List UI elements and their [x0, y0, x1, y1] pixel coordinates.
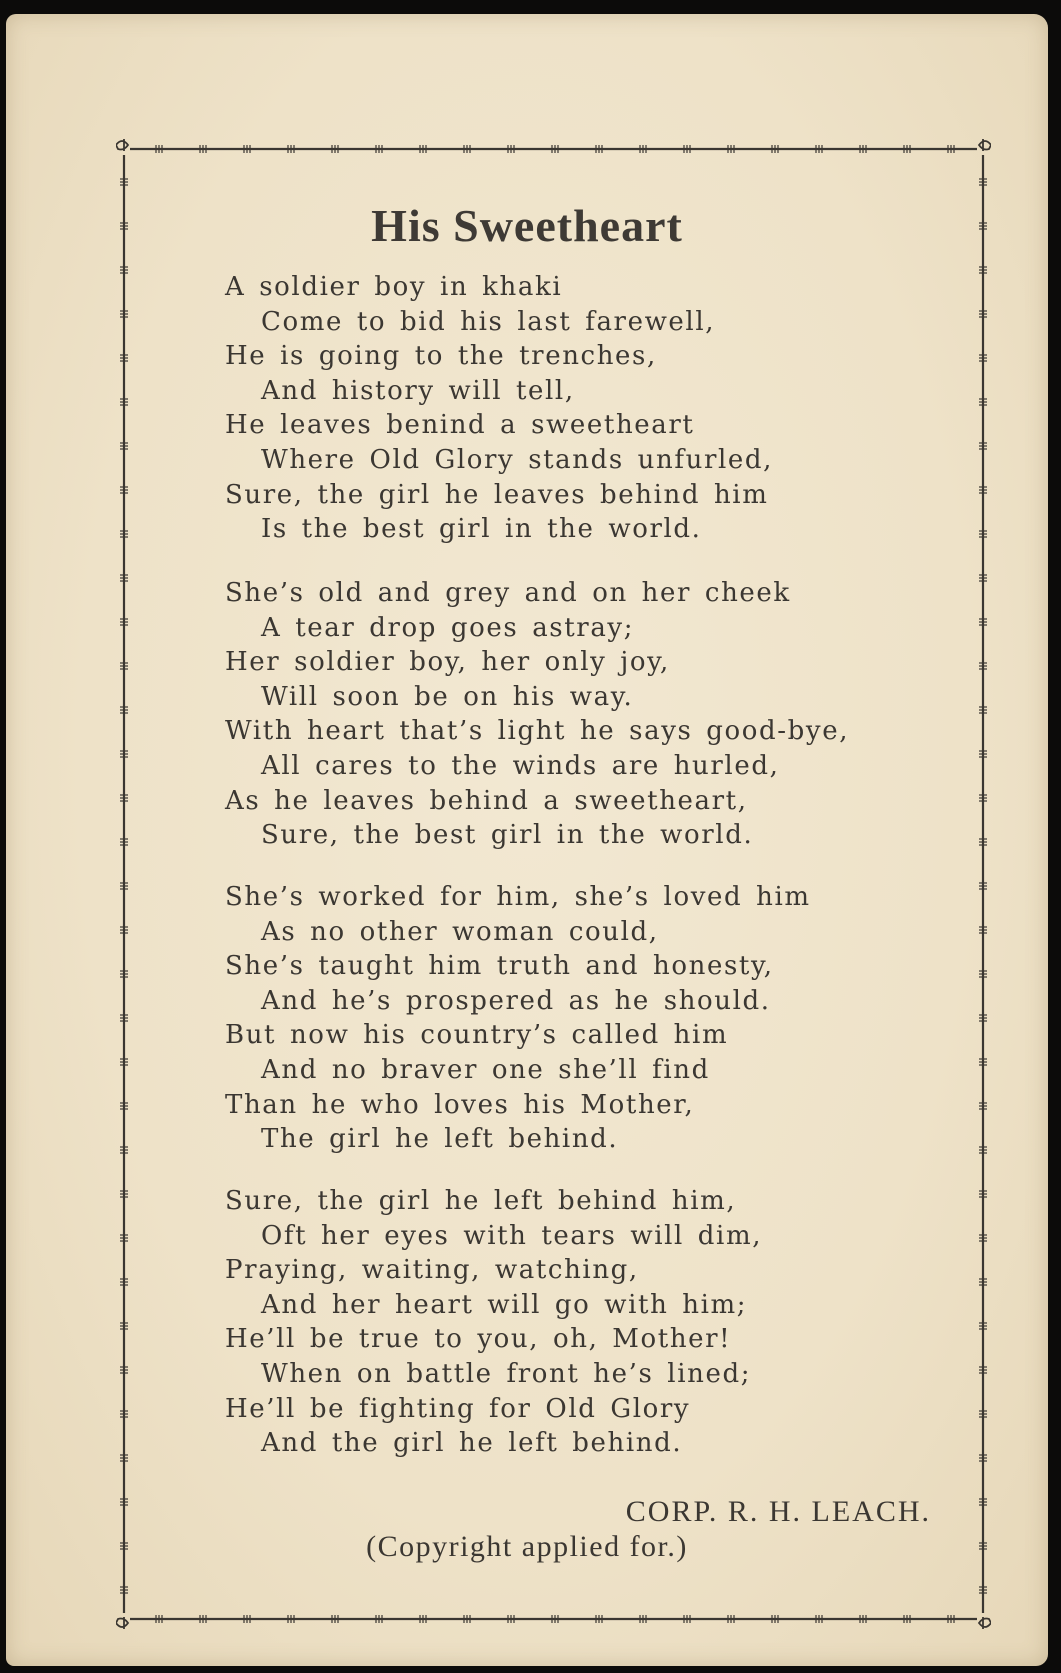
poem-line: When on battle front he’s lined; — [261, 1358, 752, 1389]
poem-line: A soldier boy in khaki — [225, 272, 563, 302]
poem-line: And the girl he left behind. — [261, 1428, 683, 1459]
stanza-1 — [225, 270, 945, 547]
poem-line: The girl he left behind. — [261, 1124, 619, 1155]
poem-line: And no braver one she’ll find — [261, 1054, 710, 1085]
stanza-3 — [225, 880, 945, 1157]
poem-line: And history will tell, — [261, 375, 575, 406]
poem-line: He’ll be fighting for Old Glory — [225, 1393, 691, 1424]
poem-line: Come to bid his last farewell, — [261, 306, 716, 337]
poem-line: Is the best girl in the world. — [261, 514, 702, 545]
poem-line: She’s worked for him, she’s loved him — [225, 882, 811, 912]
copyright-notice: (Copyright applied for.) — [366, 1530, 688, 1563]
poem-line: As no other woman could, — [261, 916, 659, 947]
poem-line: She’s taught him truth and honesty, — [225, 951, 774, 982]
poem-line: Will soon be on his way. — [261, 681, 634, 712]
postcard — [6, 14, 1048, 1666]
poem-line: Sure, the girl he leaves behind him — [225, 479, 769, 510]
poem-line: Where Old Glory stands unfurled, — [261, 444, 773, 475]
poem-title: His Sweetheart — [371, 200, 683, 251]
poem-line: With heart that’s light he says good-bye, — [225, 716, 850, 747]
poem-line: He leaves benind a sweetheart — [225, 410, 695, 441]
poem-line: She’s old and grey and on her cheek — [225, 578, 791, 608]
poem-line: And her heart will go with him; — [261, 1289, 748, 1320]
poem-line: Than he who loves his Mother, — [225, 1089, 695, 1120]
poem-line: But now his country’s called him — [225, 1020, 729, 1051]
poem-line: All cares to the winds are hurled, — [261, 750, 780, 781]
poem-line: He is going to the trenches, — [225, 341, 657, 372]
poem-line: A tear drop goes astray; — [261, 612, 635, 643]
poem-line: Oft her eyes with tears will dim, — [261, 1220, 763, 1251]
author-signature: CORP. R. H. LEACH. — [625, 1495, 931, 1528]
poem-line: Sure, the girl he left behind him, — [225, 1186, 737, 1216]
stanza-2 — [225, 576, 945, 853]
poem-line: He’ll be true to you, oh, Mother! — [225, 1324, 732, 1355]
poem-line: As he leaves behind a sweetheart, — [225, 785, 748, 816]
poem-line: Her soldier boy, her only joy, — [225, 647, 670, 678]
poem-line: Sure, the best girl in the world. — [261, 820, 754, 851]
stanza-4 — [225, 1184, 945, 1461]
poem-line: And he’s prospered as he should. — [261, 985, 771, 1016]
poem-line: Praying, waiting, watching, — [225, 1255, 639, 1286]
